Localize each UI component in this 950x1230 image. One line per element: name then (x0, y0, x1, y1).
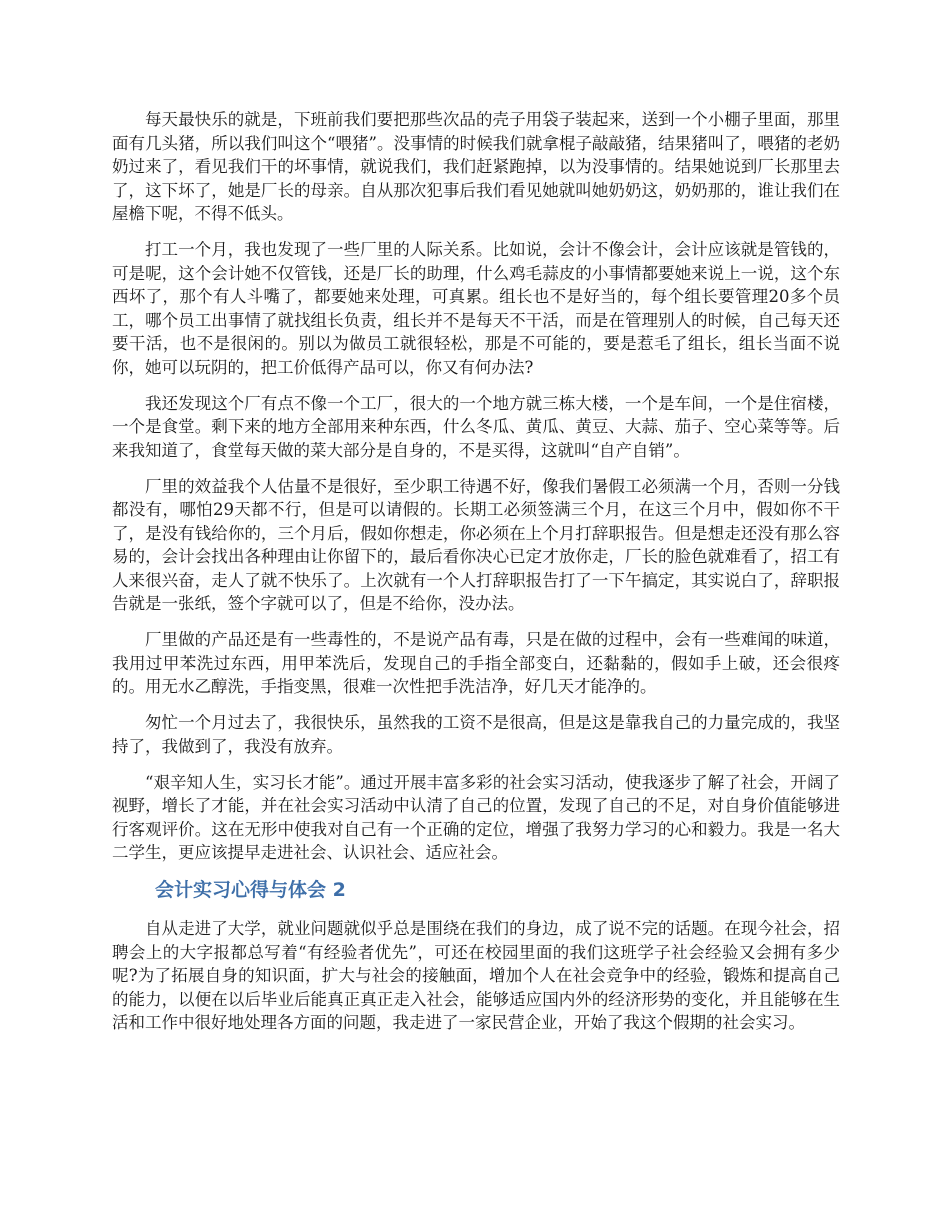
paragraph-factory-benefits: 厂里的效益我个人估量不是很好，至少职工待遇不好，像我们暑假工必须满一个月，否则一分钱都没有，哪怕29天都不行，但是可以请假的。长期工必须签满三个月，在这三个月中，假如你不干了，是没有钱给你的，三个月后，假如你想走，你必须在上个月打辞职报告。但是想走还没有那么容易的，会计会找出各种理由让你留下的，最后看你决心已定才放你走，厂长的脸色就难看了，招工有人来很兴奋，走人了就不快乐了。上次就有一个人打辞职报告打了一下午搞定，其实说白了，辞职报告就是一张纸，签个字就可以了，但是不给你，没办法。 (112, 476, 840, 613)
paragraph-product-toxicity: 厂里做的产品还是有一些毒性的，不是说产品有毒，只是在做的过程中，会有一些难闻的味道，我用过甲苯洗过东西，用甲苯洗后，发现自己的手指全部变白，还黏黏的，假如手上破，还会很疼的。用无水乙醇洗，手指变黑，很难一次性把手洗洁净，好几天才能净的。 (112, 630, 840, 696)
paragraph-month-summary: 匆忙一个月过去了，我很快乐，虽然我的工资不是很高，但是这是靠我自己的力量完成的，我坚持了，我做到了，我没有放弃。 (112, 713, 840, 756)
paragraph-reflection: “艰辛知人生，实习长才能”。通过开展丰富多彩的社会实习活动，使我逐步了解了社会，开阔了视野，增长了才能，并在社会实习活动中认清了自己的位置，发现了自己的不足，对自身价值能够进行客观评价。这在无形中使我对自己有一个正确的定位，增强了我努力学习的心和毅力。我是一名大二学生，更应该提早走进社会、认识社会、适应社会。 (112, 772, 840, 862)
paragraph-intro-section-2: 自从走进了大学，就业问题就似乎总是围绕在我们的身边，成了说不完的话题。在现今社会，招聘会上的大字报都总写着“有经验者优先”，可还在校园里面的我们这班学子社会经验又会拥有多少呢?为了拓展自身的知识面，扩大与社会的接触面，增加个人在社会竞争中的经验，锻炼和提高自己的能力，以便在以后毕业后能真正真正走入社会，能够适应国内外的经济形势的变化，并且能够在生活和工作中很好地处理各方面的问题，我走进了一家民营企业，开始了我这个假期的社会实习。 (112, 919, 840, 1032)
document-page (112, 108, 840, 1047)
paragraph-workplace-relations: 打工一个月，我也发现了一些厂里的人际关系。比如说，会计不像会计，会计应该就是管钱的，可是呢，这个会计她不仅管钱，还是厂长的助理，什么鸡毛蒜皮的小事情都要她来说上一说，这个东西坏了，那个有人斗嘴了，都要她来处理，可真累。组长也不是好当的，每个组长要管理20多个员工，哪个员工出事情了就找组长负责，组长并不是每天不干活，而是在管理别人的时候，自己每天还要干活，也不是很闲的。别以为做员工就很轻松，那是不可能的，要是惹毛了组长，组长当面不说你，她可以玩阴的，把工价低得产品可以，你又有何办法? (112, 240, 840, 377)
paragraph-factory-layout: 我还发现这个厂有点不像一个工厂，很大的一个地方就三栋大楼，一个是车间，一个是住宿楼，一个是食堂。剩下来的地方全部用来种东西，什么冬瓜、黄瓜、黄豆、大蒜、茄子、空心菜等等。后来我知道了，食堂每天做的菜大部分是自身的，不是买得，这就叫“自产自销”。 (112, 393, 840, 460)
section-heading: 会计实习心得与体会 2 (155, 879, 346, 901)
paragraph-feeding-pigs: 每天最快乐的就是，下班前我们要把那些次品的壳子用袋子装起来，送到一个小棚子里面，那里面有几头猪，所以我们叫这个“喂猪”。没事情的时候我们就拿棍子敲敲猪，结果猪叫了，喂猪的老奶奶过来了，看见我们干的坏事情，就说我们，我们赶紧跑掉，以为没事情的。结果她说到厂长那里去了，这下坏了，她是厂长的母亲。自从那次犯事后我们看见她就叫她奶奶这，奶奶那的，谁让我们在屋檐下呢，不得不低头。 (112, 110, 840, 223)
